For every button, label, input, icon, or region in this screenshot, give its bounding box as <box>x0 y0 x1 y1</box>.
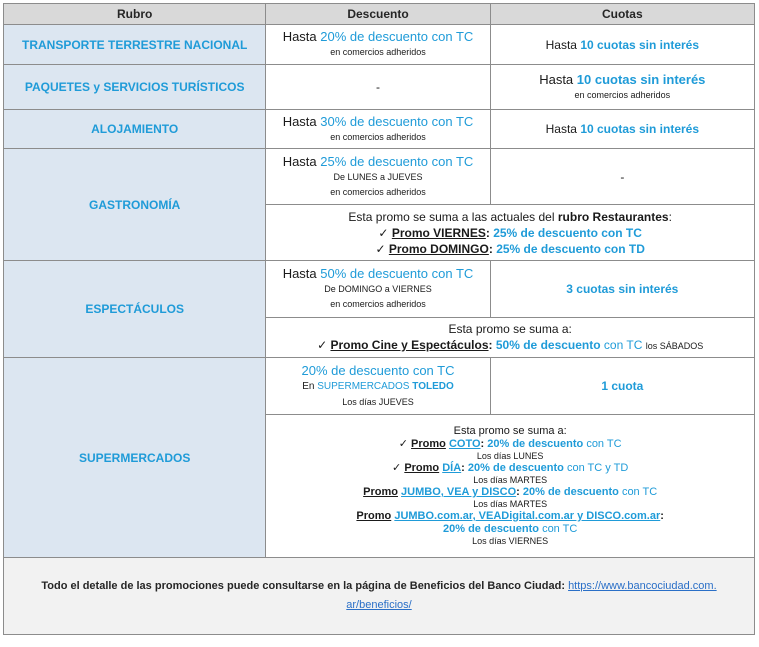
promo-cine-card: con TC <box>603 338 643 352</box>
extra-colon: : <box>668 209 672 224</box>
desc-card: con TC <box>431 266 474 281</box>
cuota-prefix: Hasta <box>539 71 574 87</box>
descuento-gastronomia <box>266 149 490 205</box>
desc-en: En <box>302 380 315 392</box>
footer-text: Todo el detalle de las promociones puede consultarse en la página de Beneficios del Banco Ciudad: <box>41 580 565 592</box>
promo-cine-label: Promo Cine y Espectáculos <box>330 338 489 352</box>
check-icon: ✓ <box>398 438 408 450</box>
table-row <box>4 25 755 65</box>
table-row <box>4 261 755 318</box>
promo-cine-value: 50% de descuento <box>495 338 601 352</box>
desc-note: en comercios adheridos <box>330 299 426 309</box>
desc-days: Los días JUEVES <box>342 396 414 407</box>
promo-viernes-label: Promo VIERNES <box>391 225 486 240</box>
desc-note: en comercios adheridos <box>330 186 426 197</box>
cuotas-supermercados <box>490 358 754 415</box>
desc-prefix: Hasta <box>282 153 317 169</box>
desc-value: 20% de descuento <box>320 29 428 44</box>
cuotas-espectaculos <box>490 261 754 318</box>
header-rubro: Rubro <box>4 4 266 25</box>
promo-coto-card: con TC <box>586 438 622 450</box>
desc-prefix: Hasta <box>282 266 317 281</box>
desc-prefix: Hasta <box>282 113 317 129</box>
footer-note <box>4 558 755 635</box>
promo-online-card: con TC <box>542 523 578 535</box>
desc-value: 25% de descuento <box>320 153 428 169</box>
rubro-supermercados: SUPERMERCADOS <box>4 358 266 558</box>
rubro-alojamiento: ALOJAMIENTO <box>4 110 266 149</box>
extra-intro: Esta promo se suma a: <box>448 322 572 336</box>
cuotas-transporte <box>490 25 754 65</box>
cuotas-gastronomia: - <box>490 149 754 205</box>
extra-gastronomia: Esta promo se suma a las actuales del rubro Restaurantes: ✓ Promo VIERNES: 25% de descuento con TC ✓ Promo DOMINGO: 25% de descuento con TD <box>266 205 755 261</box>
rubro-paquetes: PAQUETES y SERVICIOS TURÍSTICOS <box>4 65 266 110</box>
table-row <box>4 65 755 110</box>
header-descuento: Descuento <box>266 4 490 25</box>
promo-dia-value: 20% de descuento <box>467 462 564 474</box>
promo-dia-card: con TC y TD <box>566 462 629 474</box>
desc-days: De DOMINGO a VIERNES <box>324 284 432 294</box>
promo-coto-label: Promo <box>411 438 446 450</box>
promo-online-value: 20% de descuento <box>443 523 539 535</box>
descuento-paquetes: - <box>266 65 490 110</box>
promo-online-days: Los días VIERNES <box>472 536 549 546</box>
desc-note: en comercios adheridos <box>330 131 426 142</box>
promo-coto-name: COTO <box>448 438 481 450</box>
table-row <box>4 149 755 205</box>
promo-jumbo-days: Los días MARTES <box>473 499 548 509</box>
desc-card: con TC <box>412 362 455 378</box>
extra-intro: Esta promo se suma a las actuales del <box>348 209 555 224</box>
rubro-gastronomia: GASTRONOMÍA <box>4 149 266 261</box>
cuota-value: 1 cuota <box>601 379 644 393</box>
desc-card: con TC <box>431 153 474 169</box>
extra-espectaculos: Esta promo se suma a: ✓ Promo Cine y Espectáculos: 50% de descuento con TC los SÁBADOS <box>266 318 755 358</box>
promo-dia-label: Promo <box>404 462 440 474</box>
promo-jumbo-value: 20% de descuento <box>522 486 619 498</box>
table-row <box>4 358 755 415</box>
check-icon: ✓ <box>378 225 389 240</box>
promo-viernes-value: 25% de descuento con TC <box>493 225 642 240</box>
rubro-espectaculos: ESPECTÁCULOS <box>4 261 266 358</box>
link-part-1[interactable]: https://www.bancociudad.com. <box>568 580 717 592</box>
descuento-supermercados <box>266 358 490 415</box>
extra-supermercados: Esta promo se suma a: ✓ Promo COTO: 20% de descuento con TC Los días LUNES ✓ Promo DÍA: 20% de descuento con TC y TD Los días MARTES Promo JUMBO, VEA y DISCO: 20% de descuento con TC Los días MARTES Promo JUMBO.com.ar, VEADigital.com.ar y DISCO.com.ar: 20% de descuento con TC Los días VIERNES <box>266 415 755 558</box>
cuota-note: en comercios adheridos <box>574 89 671 100</box>
descuento-alojamiento <box>266 110 490 149</box>
promo-domingo-label: Promo DOMINGO <box>388 241 489 256</box>
promo-domingo-value: 25% de descuento con TD <box>496 241 645 256</box>
cuota-value: 10 cuotas sin interés <box>580 37 700 52</box>
desc-value: 50% de descuento <box>320 266 428 281</box>
link-part-2[interactable]: ar/beneficios/ <box>346 599 412 611</box>
footer-row <box>4 558 755 635</box>
promo-cine-days: los SÁBADOS <box>645 341 704 351</box>
check-icon: ✓ <box>375 241 386 256</box>
promo-jumbo-label: Promo <box>363 486 398 498</box>
desc-value: 30% de descuento <box>320 113 428 129</box>
cuota-prefix: Hasta <box>545 37 577 52</box>
desc-note: en comercios adheridos <box>330 47 426 57</box>
extra-intro: Esta promo se suma a: <box>453 425 567 437</box>
promotions-table <box>3 3 755 635</box>
promo-online-name: JUMBO.com.ar, VEADigital.com.ar y DISCO.com.ar <box>394 510 661 522</box>
cuota-value: 10 cuotas sin interés <box>576 71 706 87</box>
promo-coto-days: Los días LUNES <box>476 451 544 461</box>
cuotas-paquetes <box>490 65 754 110</box>
check-icon: ✓ <box>317 338 328 352</box>
cuotas-alojamiento <box>490 110 754 149</box>
desc-card: con TC <box>431 29 474 44</box>
promo-online-label: Promo <box>356 510 392 522</box>
desc-days: De LUNES a JUEVES <box>333 171 423 182</box>
promo-dia-days: Los días MARTES <box>473 475 548 485</box>
desc-card: con TC <box>431 113 474 129</box>
check-icon: ✓ <box>392 462 402 474</box>
desc-store-name: TOLEDO <box>412 380 454 392</box>
desc-prefix: Hasta <box>282 29 317 44</box>
cuota-value: 3 cuotas sin interés <box>566 282 679 296</box>
rubro-transporte: TRANSPORTE TERRESTRE NACIONAL <box>4 25 266 65</box>
cuota-prefix: Hasta <box>545 122 577 136</box>
desc-value: 20% de descuento <box>301 362 410 378</box>
promo-coto-value: 20% de descuento <box>487 438 584 450</box>
promo-dia-name: DÍA <box>442 462 462 474</box>
promo-jumbo-card: con TC <box>621 486 658 498</box>
extra-rubro: rubro Restaurantes <box>557 209 669 224</box>
descuento-espectaculos <box>266 261 490 318</box>
descuento-transporte <box>266 25 490 65</box>
header-cuotas: Cuotas <box>490 4 754 25</box>
desc-store: SUPERMERCADOS <box>317 380 410 392</box>
promo-jumbo-name: JUMBO, VEA y DISCO <box>401 486 517 498</box>
header-row <box>4 4 755 25</box>
cuota-value: 10 cuotas sin interés <box>580 122 700 136</box>
table-row <box>4 110 755 149</box>
